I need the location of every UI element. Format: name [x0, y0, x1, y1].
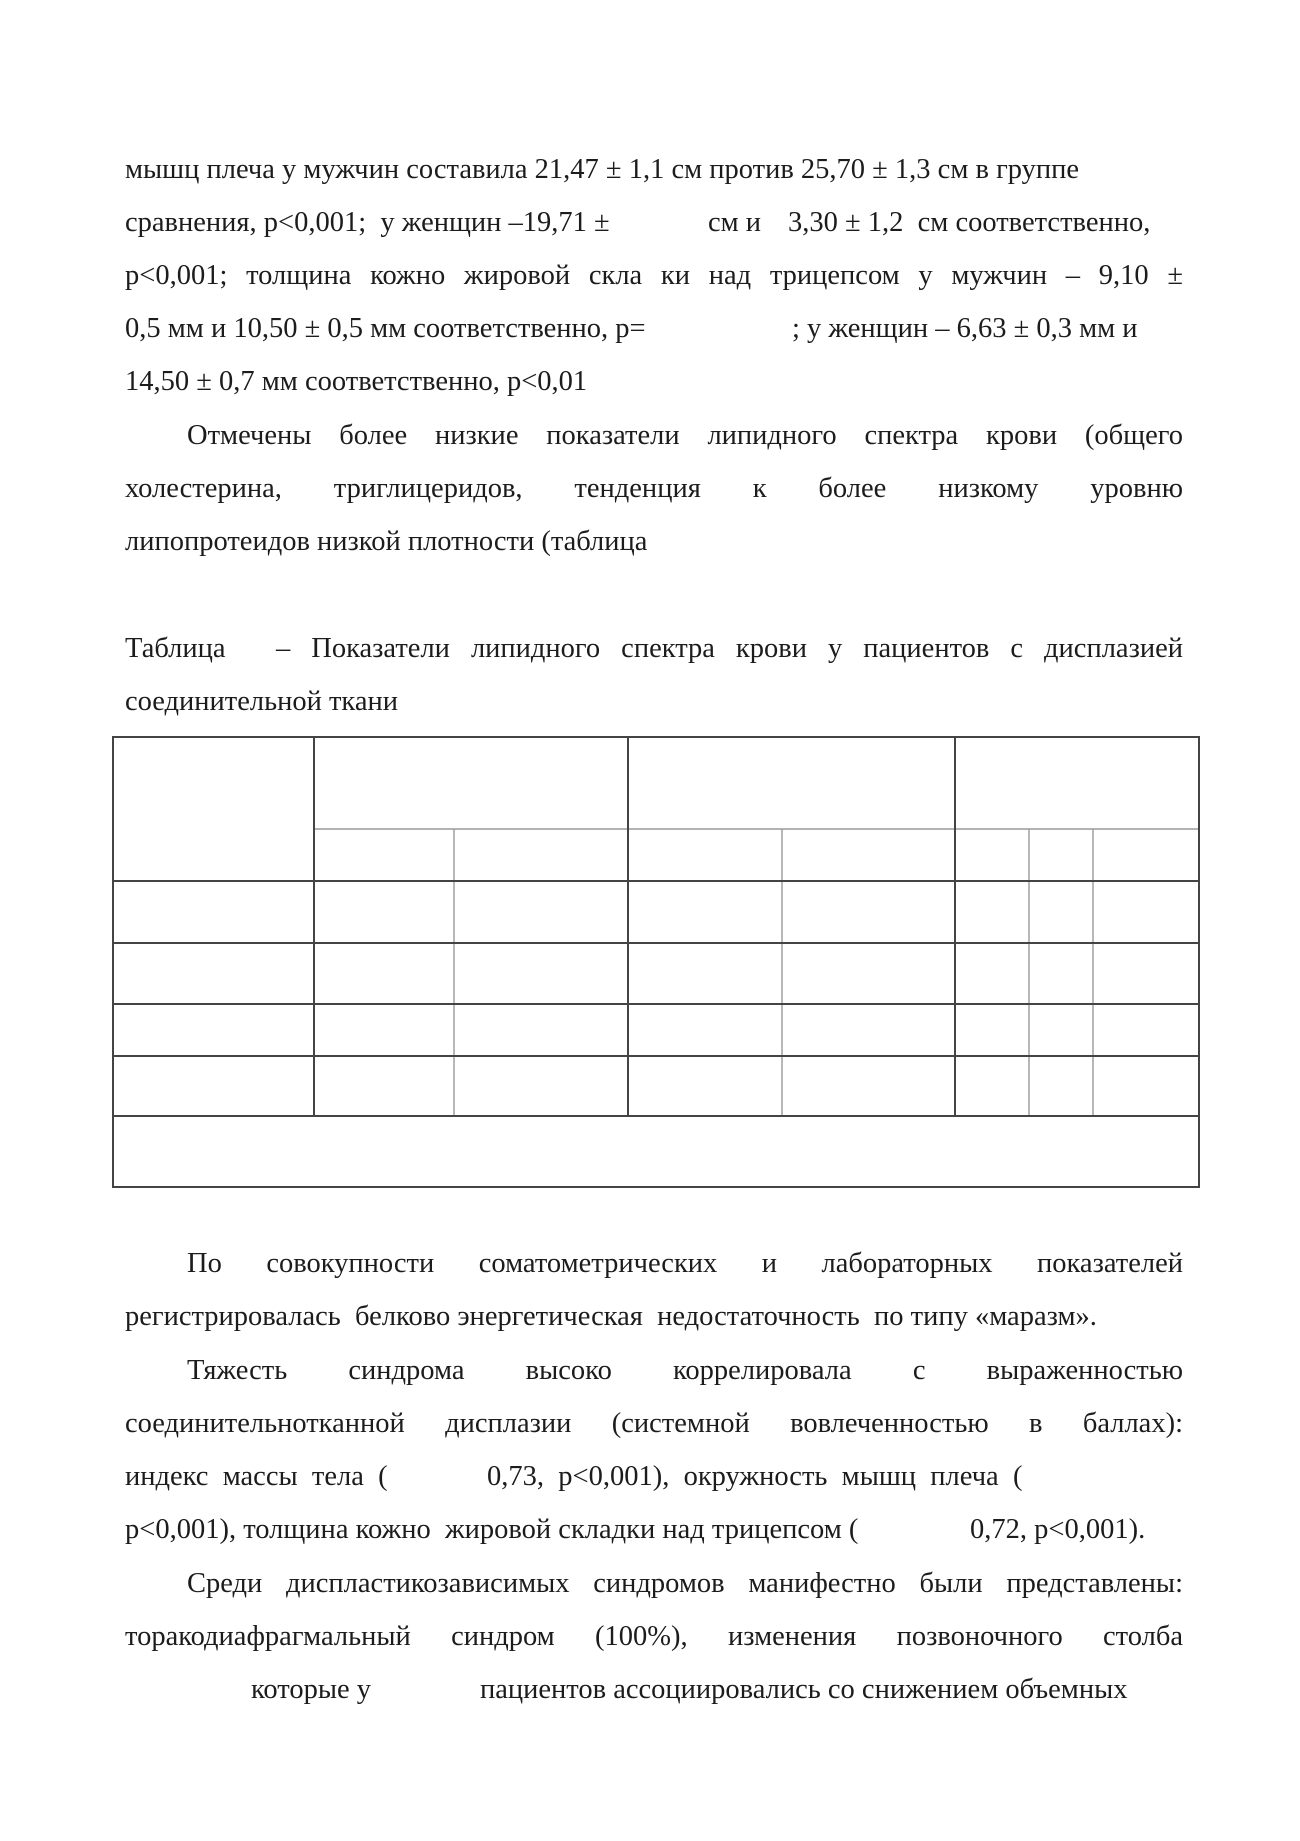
para4-line4b: 0,72, р<0,001).: [970, 1514, 1146, 1545]
para2-line3: липопротеидов низкой плотности (таблица: [125, 526, 648, 557]
para1-line2c: 3,30 ± 1,2 см соответственно,: [788, 207, 1151, 238]
para1-line5: 14,50 ± 0,7 мм соответственно, р<0,01: [125, 366, 588, 397]
para5-line3a: которые у: [251, 1674, 372, 1705]
para5-line1: Среди диспластикозависимых синдромов манифестно были представлены:: [187, 1568, 1183, 1599]
table-caption-title: – Показатели липидного спектра крови у пациентов с дисплазией: [276, 633, 1183, 664]
para2-line1: Отмечены более низкие показатели липидного спектра крови (общего: [187, 420, 1183, 451]
para1-line3: р<0,001; толщина кожно жировой скла ки над трицепсом у мужчин – 9,10 ±: [125, 260, 1183, 291]
table-caption-line2: соединительной ткани: [125, 686, 399, 717]
para1-line4a: 0,5 мм и 10,50 ± 0,5 мм соответственно, р=: [125, 313, 646, 344]
para2-line2: холестерина, триглицеридов, тенденция к более низкому уровню: [125, 473, 1183, 504]
para5-line2: торакодиафрагмальный синдром (100%), изменения позвоночного столба: [125, 1621, 1183, 1652]
para1-line2a: сравнения, р<0,001; у женщин –19,71 ±: [125, 207, 610, 238]
para4-line1: Тяжесть синдрома высоко коррелировала с выраженностью: [187, 1355, 1183, 1386]
para4-line4a: р<0,001), толщина кожно жировой складки над трицепсом (: [125, 1514, 859, 1545]
para1-line1: мышц плеча у мужчин составила 21,47 ± 1,1 см против 25,70 ± 1,3 см в группе: [125, 154, 1080, 185]
para5-line3b: пациентов ассоциировались со снижением объемных: [480, 1674, 1128, 1705]
lipid-table: [112, 736, 1200, 1188]
lipid-table-grid: [112, 736, 1200, 1188]
para4-line3a: индекс массы тела (: [125, 1461, 388, 1492]
para1-line2b: см и: [708, 207, 762, 238]
para4-line2: соединительнотканной дисплазии (системной вовлеченностью в баллах):: [125, 1408, 1183, 1439]
para3-line1: По совокупности соматометрических и лабораторных показателей: [187, 1248, 1183, 1279]
table-caption-label: Таблица: [125, 633, 226, 664]
para3-line2: регистрировалась белково энергетическая недостаточность по типу «маразм».: [125, 1301, 1097, 1332]
para4-line3b: 0,73, р<0,001), окружность мышц плеча (: [487, 1461, 1023, 1492]
para1-line4b: ; у женщин – 6,63 ± 0,3 мм и: [792, 313, 1138, 344]
